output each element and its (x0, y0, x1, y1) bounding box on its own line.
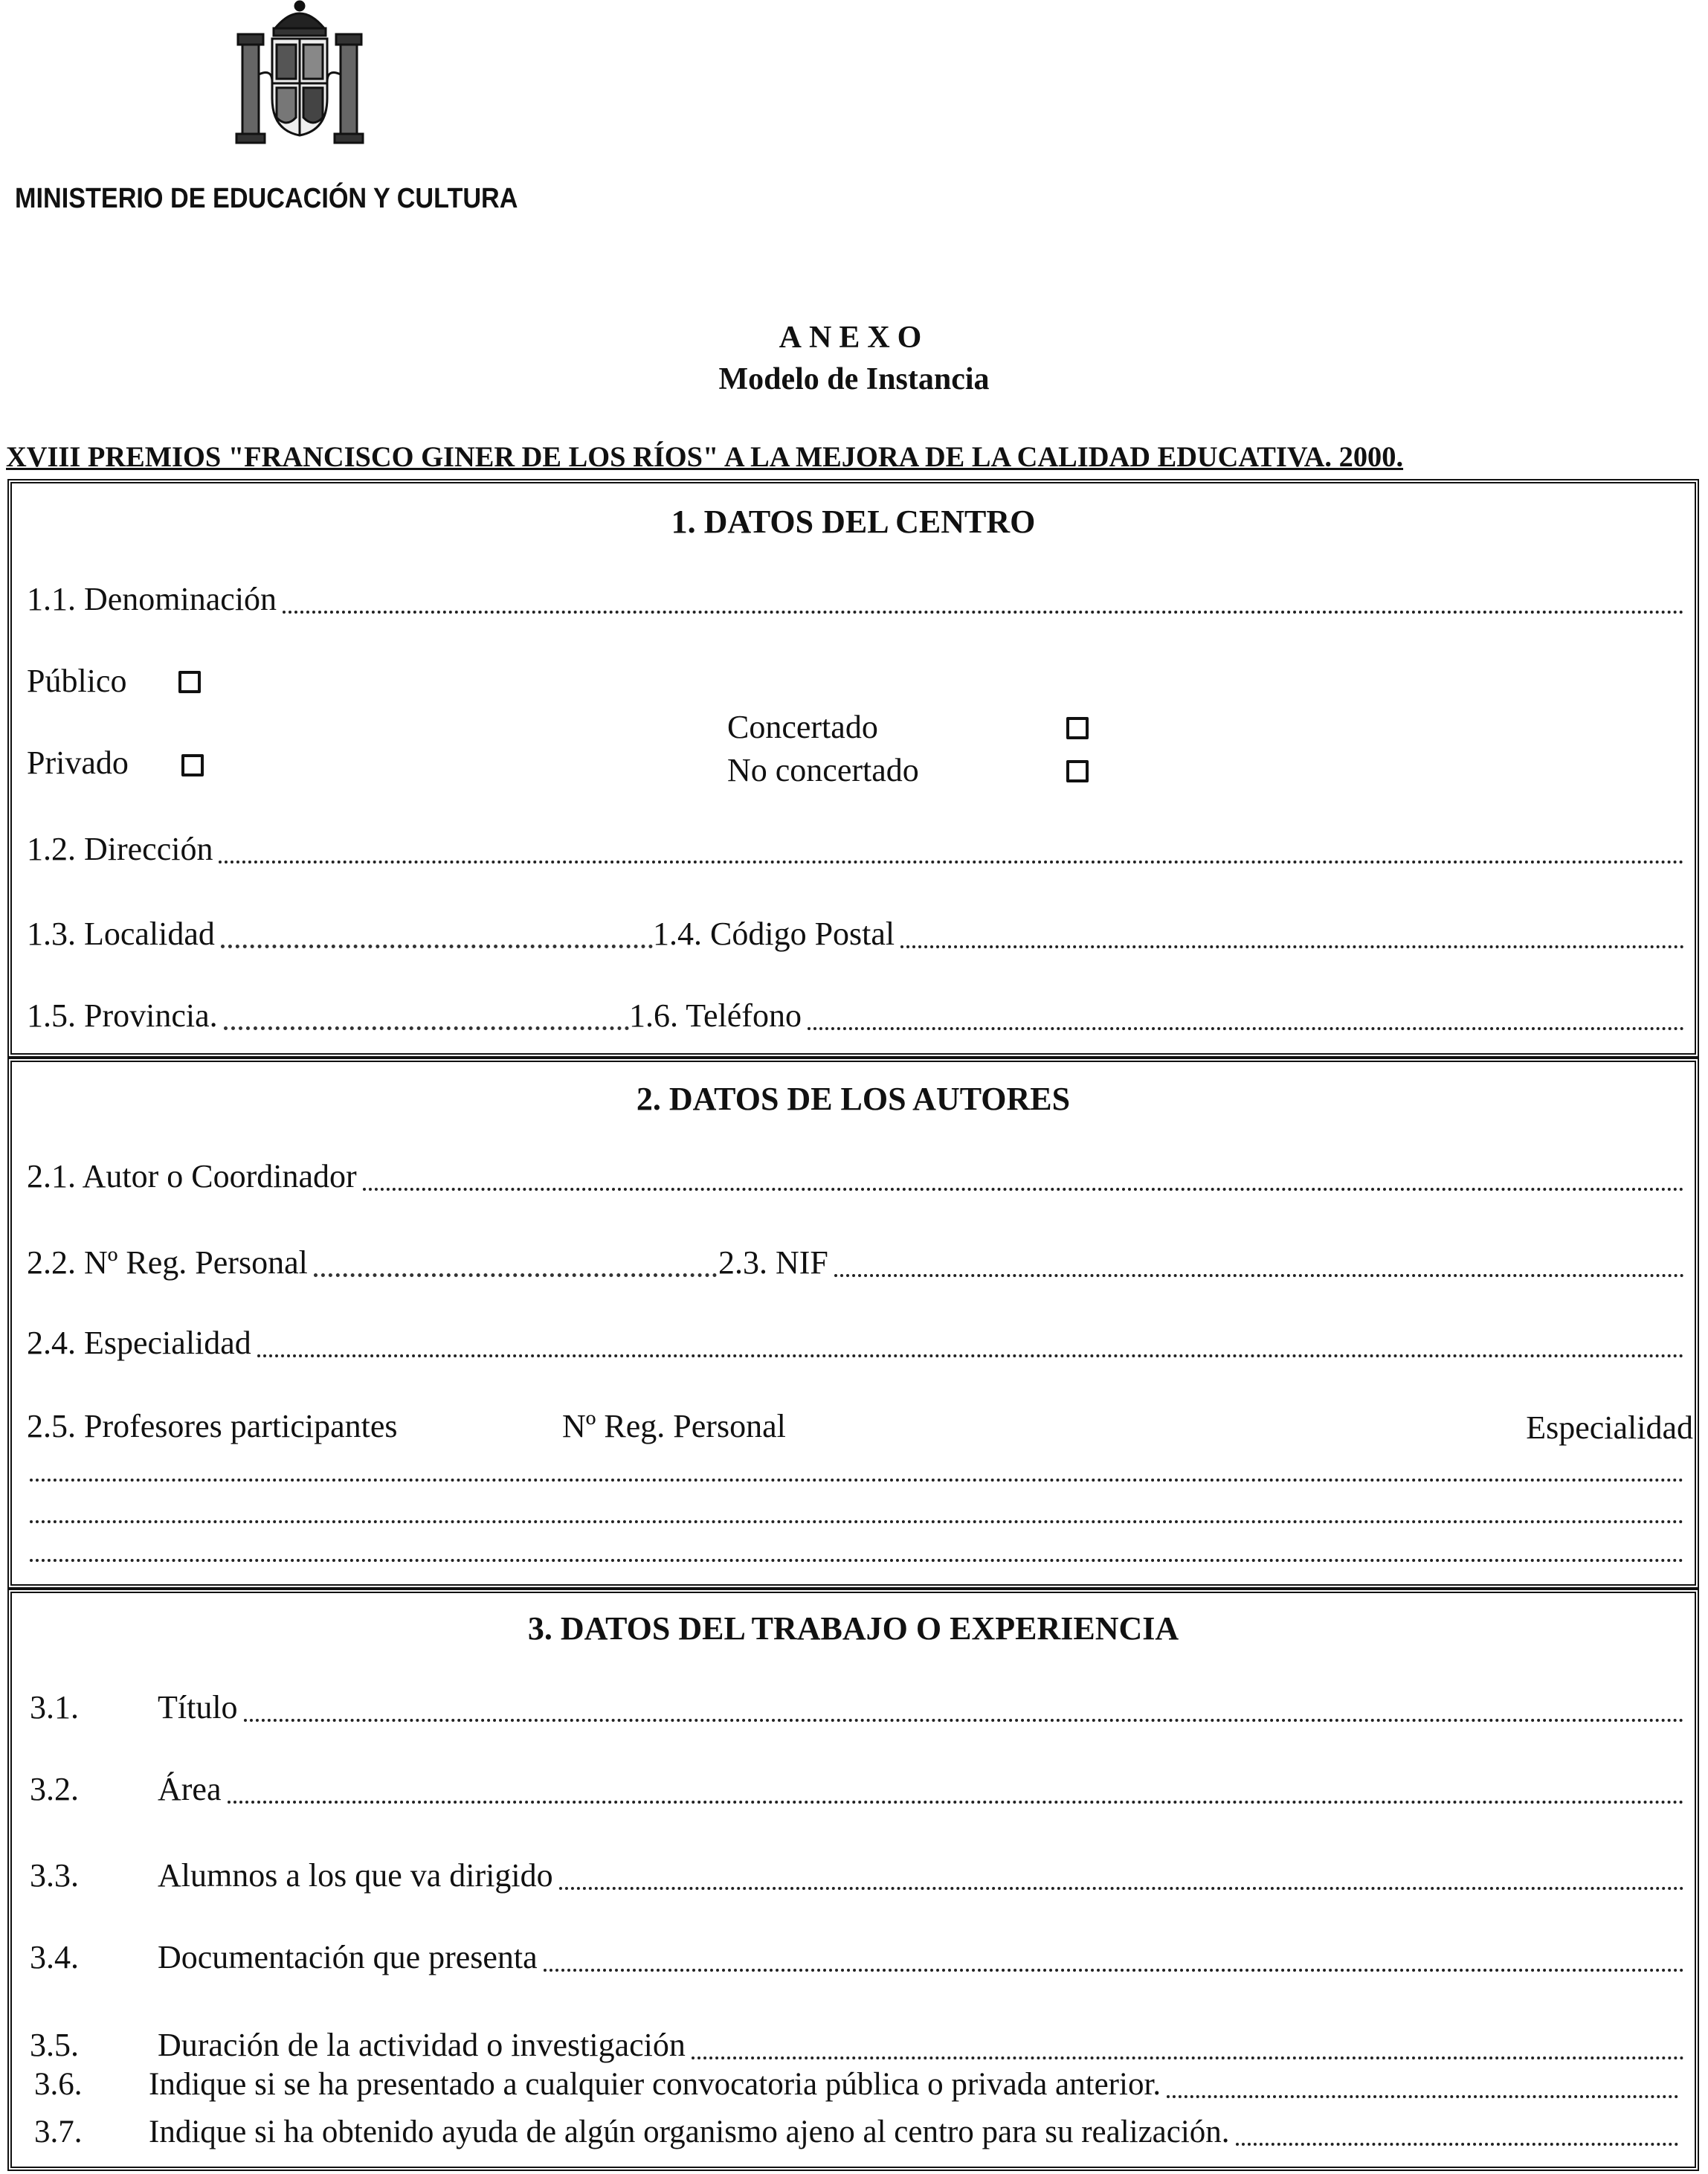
autor-line[interactable] (363, 1188, 1684, 1191)
coat-of-arms-emblem (229, 0, 370, 145)
codigo-postal-label: 1.4. Código Postal (653, 916, 895, 952)
reg-personal-field[interactable] (27, 1244, 717, 1281)
anexo-heading: ANEXO (779, 321, 929, 355)
duracion-label: Duración de la actividad o investigación (158, 2027, 686, 2063)
duracion-line[interactable] (692, 2056, 1684, 2059)
codigo-postal-field[interactable] (653, 915, 1684, 953)
alumnos-line[interactable] (559, 1887, 1684, 1890)
denominacion-field[interactable] (27, 580, 1684, 618)
section-title: 3. DATOS DEL TRABAJO O EXPERIENCIA (527, 1610, 1179, 1647)
privado-checkbox[interactable] (181, 754, 204, 776)
section-datos-centro (7, 479, 1699, 1058)
item-number: 3.6. (34, 2067, 83, 2102)
reg-personal-column-header: Nº Reg. Personal (562, 1408, 786, 1444)
titulo-label: Título (158, 1689, 238, 1726)
alumnos-label: Alumnos a los que va dirigido (158, 1857, 553, 1894)
concertado-label: Concertado (727, 709, 878, 745)
direccion-label: 1.2. Dirección (27, 831, 213, 867)
provincia-label: 1.5. Provincia. (27, 997, 218, 1034)
profesor-line-1[interactable] (30, 1479, 1684, 1486)
localidad-line[interactable] (221, 945, 653, 948)
publico-checkbox[interactable] (178, 671, 201, 693)
telefono-field[interactable] (629, 997, 1684, 1035)
concertado-checkbox[interactable] (1066, 717, 1089, 739)
titulo-line[interactable] (244, 1719, 1684, 1722)
section-title: 1. DATOS DEL CENTRO (671, 504, 1036, 540)
especialidad-column-header: Especialidad (1526, 1409, 1693, 1446)
especialidad-field[interactable] (27, 1324, 1684, 1362)
ayuda-field[interactable] (34, 2114, 1678, 2150)
documentacion-field[interactable] (30, 1938, 1684, 1976)
denominacion-label: 1.1. Denominación (27, 581, 277, 617)
no-concertado-label: No concertado (727, 752, 919, 788)
nif-label: 2.3. NIF (718, 1244, 828, 1281)
telefono-label: 1.6. Teléfono (629, 997, 802, 1034)
autor-field[interactable] (27, 1157, 1684, 1195)
section-title: 2. DATOS DE LOS AUTORES (636, 1081, 1071, 1117)
localidad-label: 1.3. Localidad (27, 916, 215, 952)
no-concertado-checkbox[interactable] (1066, 760, 1089, 782)
section-datos-autores (7, 1058, 1699, 1589)
convocatoria-line[interactable] (1167, 2095, 1678, 2098)
autor-label: 2.1. Autor o Coordinador (27, 1158, 357, 1194)
documentacion-label: Documentación que presenta (158, 1939, 538, 1975)
area-line[interactable] (228, 1801, 1685, 1804)
reg-personal-label: 2.2. Nº Reg. Personal (27, 1244, 308, 1281)
item-number: 3.7. (34, 2114, 83, 2149)
ayuda-line[interactable] (1236, 2143, 1678, 2146)
item-number: 3.4. (30, 1939, 79, 1975)
direccion-line[interactable] (219, 861, 1684, 864)
alumnos-field[interactable] (30, 1856, 1684, 1894)
area-label: Área (158, 1771, 222, 1807)
codigo-postal-line[interactable] (900, 945, 1684, 948)
item-number: 3.3. (30, 1857, 79, 1894)
nif-line[interactable] (834, 1274, 1684, 1277)
award-title: XVIII PREMIOS "FRANCISCO GINER DE LOS RÍOS" A LA MEJORA DE LA CALIDAD EDUCATIVA. 2000. (6, 441, 1404, 473)
titulo-field[interactable] (30, 1688, 1684, 1726)
reg-personal-line[interactable] (314, 1273, 717, 1277)
duracion-field[interactable] (30, 2026, 1684, 2064)
publico-label: Público (27, 663, 127, 699)
profesor-line-2[interactable] (30, 1520, 1684, 1528)
denominacion-line[interactable] (283, 611, 1684, 614)
ayuda-label: Indique si ha obtenido ayuda de algún organismo ajeno al centro para su realización. (149, 2114, 1230, 2149)
privado-label: Privado (27, 745, 129, 781)
provincia-line[interactable] (224, 1026, 629, 1030)
profesores-label: 2.5. Profesores participantes (27, 1408, 398, 1444)
nif-field[interactable] (718, 1244, 1684, 1281)
ministry-name: MINISTERIO DE EDUCACIÓN Y CULTURA (15, 183, 518, 214)
documentacion-line[interactable] (544, 1969, 1684, 1972)
telefono-line[interactable] (808, 1027, 1684, 1030)
profesor-line-3[interactable] (30, 1559, 1684, 1566)
especialidad-label: 2.4. Especialidad (27, 1325, 251, 1361)
section-datos-trabajo (7, 1589, 1699, 2171)
localidad-field[interactable] (27, 915, 653, 953)
item-number: 3.5. (30, 2027, 79, 2063)
item-number: 3.2. (30, 1771, 79, 1807)
convocatoria-label: Indique si se ha presentado a cualquier convocatoria pública o privada anterior. (149, 2067, 1161, 2102)
especialidad-line[interactable] (257, 1354, 1684, 1357)
provincia-field[interactable] (27, 997, 629, 1035)
direccion-field[interactable] (27, 830, 1684, 868)
area-field[interactable] (30, 1770, 1684, 1808)
modelo-heading: Modelo de Instancia (718, 362, 990, 396)
convocatoria-field[interactable] (34, 2066, 1678, 2103)
item-number: 3.1. (30, 1689, 79, 1726)
